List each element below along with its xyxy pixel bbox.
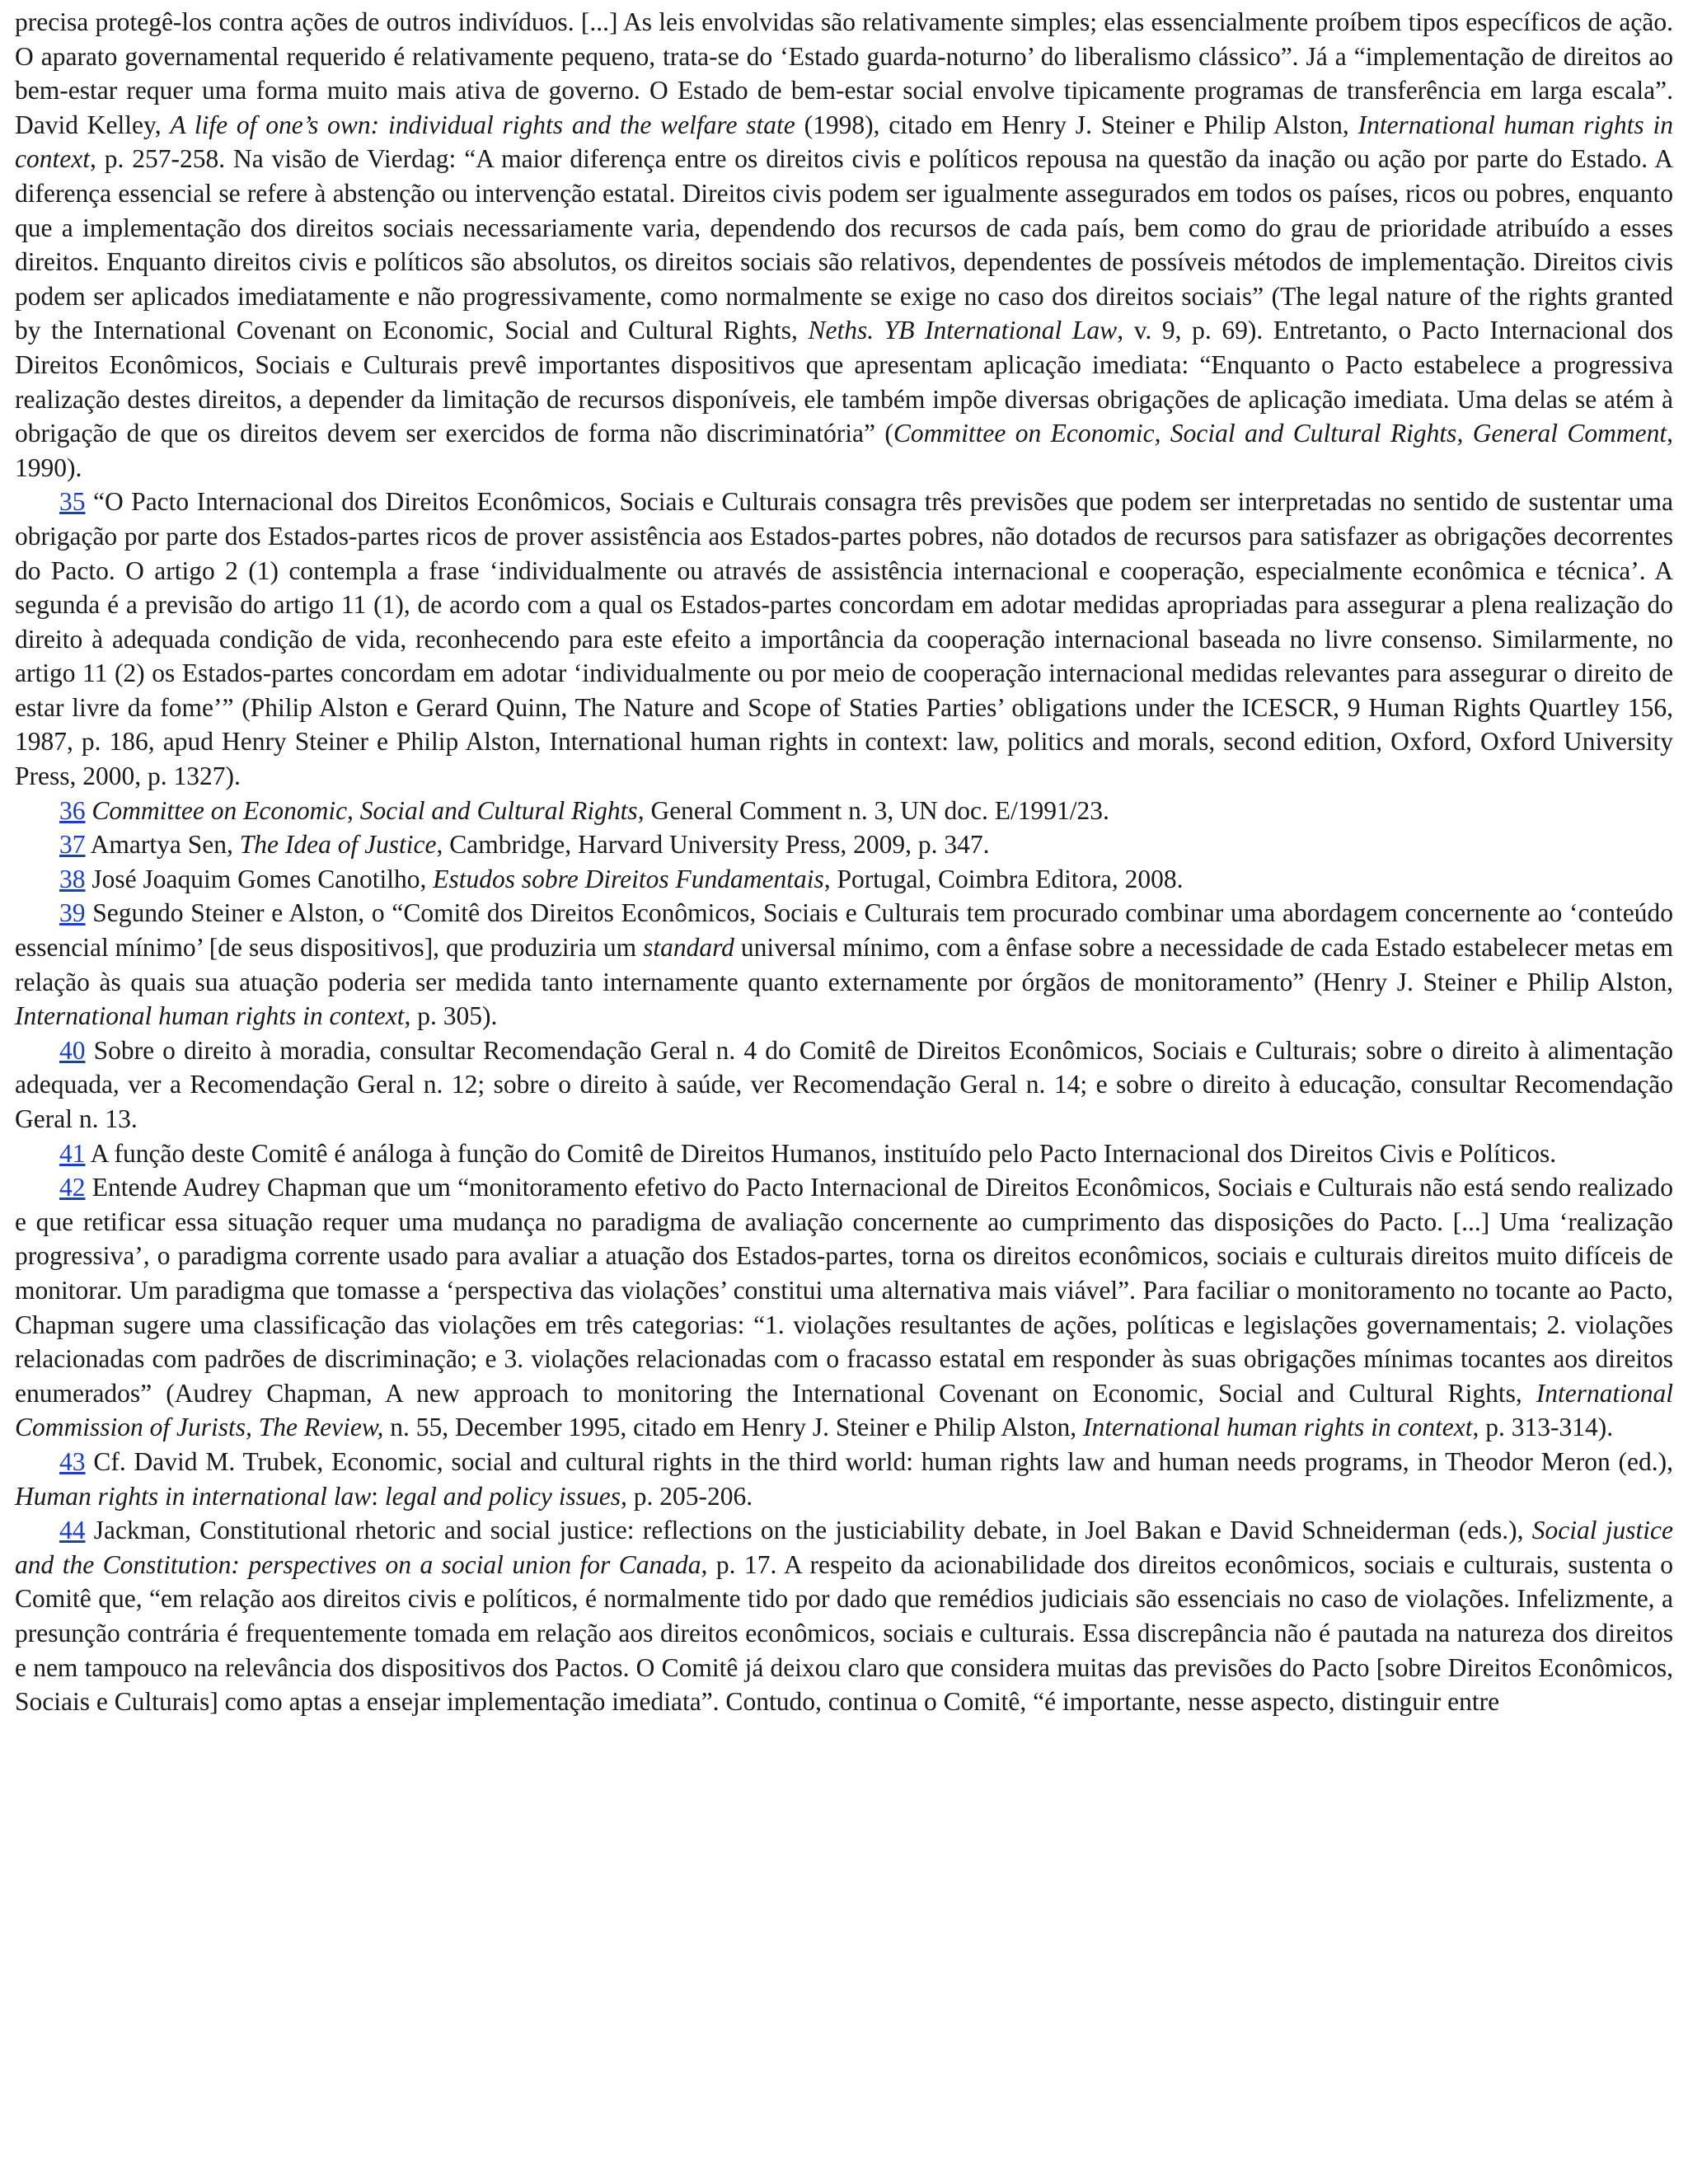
footnote-43: 43 Cf. David M. Trubek, Economic, social and cultural rights in the third world: human rights law and human needs programs, in Theodor Meron (ed.), Human rights in international law: legal and policy issues, p. 205-206. bbox=[15, 1446, 1673, 1511]
footnote-40: 40 Sobre o direito à moradia, consultar Recomendação Geral n. 4 do Comitê de Direitos Econômicos, Sociais e Culturais; sobre o direito à alimentação adequada, ver a Recomendação Geral n. 12; sobre o direito à saúde, ver Recomendação Geral n. 14; e sobre o direito à educação, consultar Recomendação Geral n. 13. bbox=[15, 1035, 1673, 1133]
footnote-38-link[interactable]: 38 bbox=[59, 864, 86, 893]
footnote-42-link[interactable]: 42 bbox=[59, 1173, 86, 1202]
footnote-35: 35 “O Pacto Internacional dos Direitos Econômicos, Sociais e Culturais consagra três previsões que podem ser interpretadas no sentido de sustentar uma obrigação por parte dos Estados-partes ricos de prover assistência aos Estados-partes pobres, não dotados de recursos para satisfazer as obrigações decorrentes do Pacto. O artigo 2 (1) contempla a frase ‘individualmente ou através de assistência internacional e cooperação, especialmente econômica e técnica’. A segunda é a previsão do artigo 11 (1), de acordo com a qual os Estados-partes concordam em adotar medidas apropriadas para assegurar a plena realização do direito à adequada condição de vida, reconhecendo para este efeito a importância da cooperação internacional baseada no livre consenso. Similarmente, no artigo 11 (2) os Estados-partes concordam em adotar ‘individualmente ou por meio de cooperação internacional medidas relevantes para assegurar o direito de estar livre da fome’” (Philip Alston e Gerard Quinn, The Nature and Scope of Staties Parties’ obligations under the ICESCR, 9 Human Rights Quartley 156, 1987, p. 186, apud Henry Steiner e Philip Alston, International human rights in context: law, politics and morals, second edition, Oxford, Oxford University Press, 2000, p. 1327). bbox=[15, 487, 1673, 791]
footnote-36-link[interactable]: 36 bbox=[59, 795, 86, 825]
footnote-41: 41 A função deste Comitê é análoga à função do Comitê de Direitos Humanos, instituído pelo Pacto Internacional dos Direitos Civis e Políticos. bbox=[59, 1138, 1557, 1168]
footnote-37-link[interactable]: 37 bbox=[59, 830, 86, 860]
footnote-34-continuation: precisa protegê-los contra ações de outros indivíduos. [...] As leis envolvidas são relativamente simples; elas essencialmente proíbem tipos específicos de ação. O aparato governamental requerido é relativamente pequeno, trata-se do ‘Estado guarda-noturno’ do liberalismo clássico”. Já a “implementação de direitos ao bem-estar requer uma forma muito mais ativa de governo. O Estado de bem-estar social envolve tipicamente programas de transferência em larga escala”. David Kelley, A life of one’s own: individual rights and the welfare state (1998), citado em Henry J. Steiner e Philip Alston, International human rights in context, p. 257-258. Na visão de Vierdag: “A maior diferença entre os direitos civis e políticos repousa na questão da inação ou ação por parte do Estado. A diferença essencial se refere à abstenção ou intervenção estatal. Direitos civis podem ser igualmente assegurados em todos os países, ricos ou pobres, enquanto que a implementação dos direitos sociais necessariamente varia, dependendo dos recursos de cada país, bem como do grau de prioridade atribuído a esses direitos. Enquanto direitos civis e políticos são absolutos, os direitos sociais são relativos, dependentes de possíveis métodos de implementação. Direitos civis podem ser aplicados imediatamente e não progressivamente, como normalmente se exige no caso dos direitos sociais” (The legal nature of the rights granted by the International Covenant on Economic, Social and Cultural Rights, Neths. YB International Law, v. 9, p. 69). Entretanto, o Pacto Internacional dos Direitos Econômicos, Sociais e Culturais prevê importantes dispositivos que apresentam aplicação imediata: “Enquanto o Pacto estabelece a progressiva realização destes direitos, a depender da limitação de recursos disponíveis, ele também impõe diversas obrigações de aplicação imediata. Uma delas se atém à obrigação de que os direitos devem ser exercidos de forma não discriminatória” (Committee on Economic, Social and Cultural Rights, General Comment, 1990). bbox=[15, 7, 1674, 482]
footnote-35-link[interactable]: 35 bbox=[59, 487, 86, 517]
footnote-43-link[interactable]: 43 bbox=[59, 1446, 86, 1476]
footnote-40-link[interactable]: 40 bbox=[59, 1035, 86, 1065]
footnote-39-link[interactable]: 39 bbox=[59, 898, 86, 928]
footnote-38: 38 José Joaquim Gomes Canotilho, Estudos sobre Direitos Fundamentais, Portugal, Coimbra Editora, 2008. bbox=[59, 864, 1184, 893]
footnote-44: 44 Jackman, Constitutional rhetoric and social justice: reflections on the justiciability debate, in Joel Bakan e David Schneiderman (eds.), Social justice and the Constitution: perspectives on a social union for Canada, p. 17. A respeito da acionabilidade dos direitos econômicos, sociais e culturais, sustenta o Comitê que, “em relação aos direitos civis e políticos, é normalmente tido por dado que remédios judiciais são essenciais no caso de violações. Infelizmente, a presunção contrária é frequentemente tomada em relação aos direitos econômicos, sociais e culturais. Essa discrepância não é pautada na natureza dos direitos e nem tampouco na relevância dos dispositivos dos Pactos. O Comitê já deixou claro que considera muitas das previsões do Pacto [sobre Direitos Econômicos, Sociais e Culturais] como aptas a ensejar implementação imediata”. Contudo, continua o Comitê, “é importante, nesse aspecto, distinguir entre bbox=[15, 1516, 1673, 1717]
footnote-36: 36 Committee on Economic, Social and Cultural Rights, General Comment n. 3, UN doc. E/1991/23. bbox=[59, 795, 1109, 825]
footnote-44-link[interactable]: 44 bbox=[59, 1516, 86, 1545]
footnote-42: 42 Entende Audrey Chapman que um “monitoramento efetivo do Pacto Internacional de Direitos Econômicos, Sociais e Culturais não está sendo realizado e que retificar essa situação requer uma mudança no paradigma de avaliação concernente ao cumprimento das disposições do Pacto. [...] Uma ‘realização progressiva’, o paradigma corrente usado para avaliar a atuação dos Estados-partes, torna os direitos econômicos, sociais e culturais direitos muito difíceis de monitorar. Um paradigma que tomasse a ‘perspectiva das violações’ constitui uma alternativa mais viável”. Para faciliar o monitoramento no tocante ao Pacto, Chapman sugere uma classificação das violações em três categorias: “1. violações resultantes de ações, políticas e legislações governamentais; 2. violações relacionadas com padrões de discriminação; e 3. violações relacionadas com o fracasso estatal em responder às suas obrigações mínimas tocantes aos direitos enumerados” (Audrey Chapman, A new approach to monitoring the International Covenant on Economic, Social and Cultural Rights, International Commission of Jurists, The Review, n. 55, December 1995, citado em Henry J. Steiner e Philip Alston, International human rights in context, p. 313-314). bbox=[15, 1173, 1673, 1442]
footnote-37: 37 Amartya Sen, The Idea of Justice, Cambridge, Harvard University Press, 2009, p. 347. bbox=[59, 830, 990, 860]
footnotes-page bbox=[15, 5, 1673, 1719]
footnote-41-link[interactable]: 41 bbox=[59, 1138, 86, 1168]
footnote-39: 39 Segundo Steiner e Alston, o “Comitê dos Direitos Econômicos, Sociais e Culturais tem procurado combinar uma abordagem concernente ao ‘conteúdo essencial mínimo’ [de seus dispositivos], que produziria um standard universal mínimo, com a ênfase sobre a necessidade de cada Estado estabelecer metas em relação às quais sua atuação poderia ser medida tanto internamente quanto externamente por órgãos de monitoramento” (Henry J. Steiner e Philip Alston, International human rights in context, p. 305). bbox=[15, 898, 1673, 1031]
